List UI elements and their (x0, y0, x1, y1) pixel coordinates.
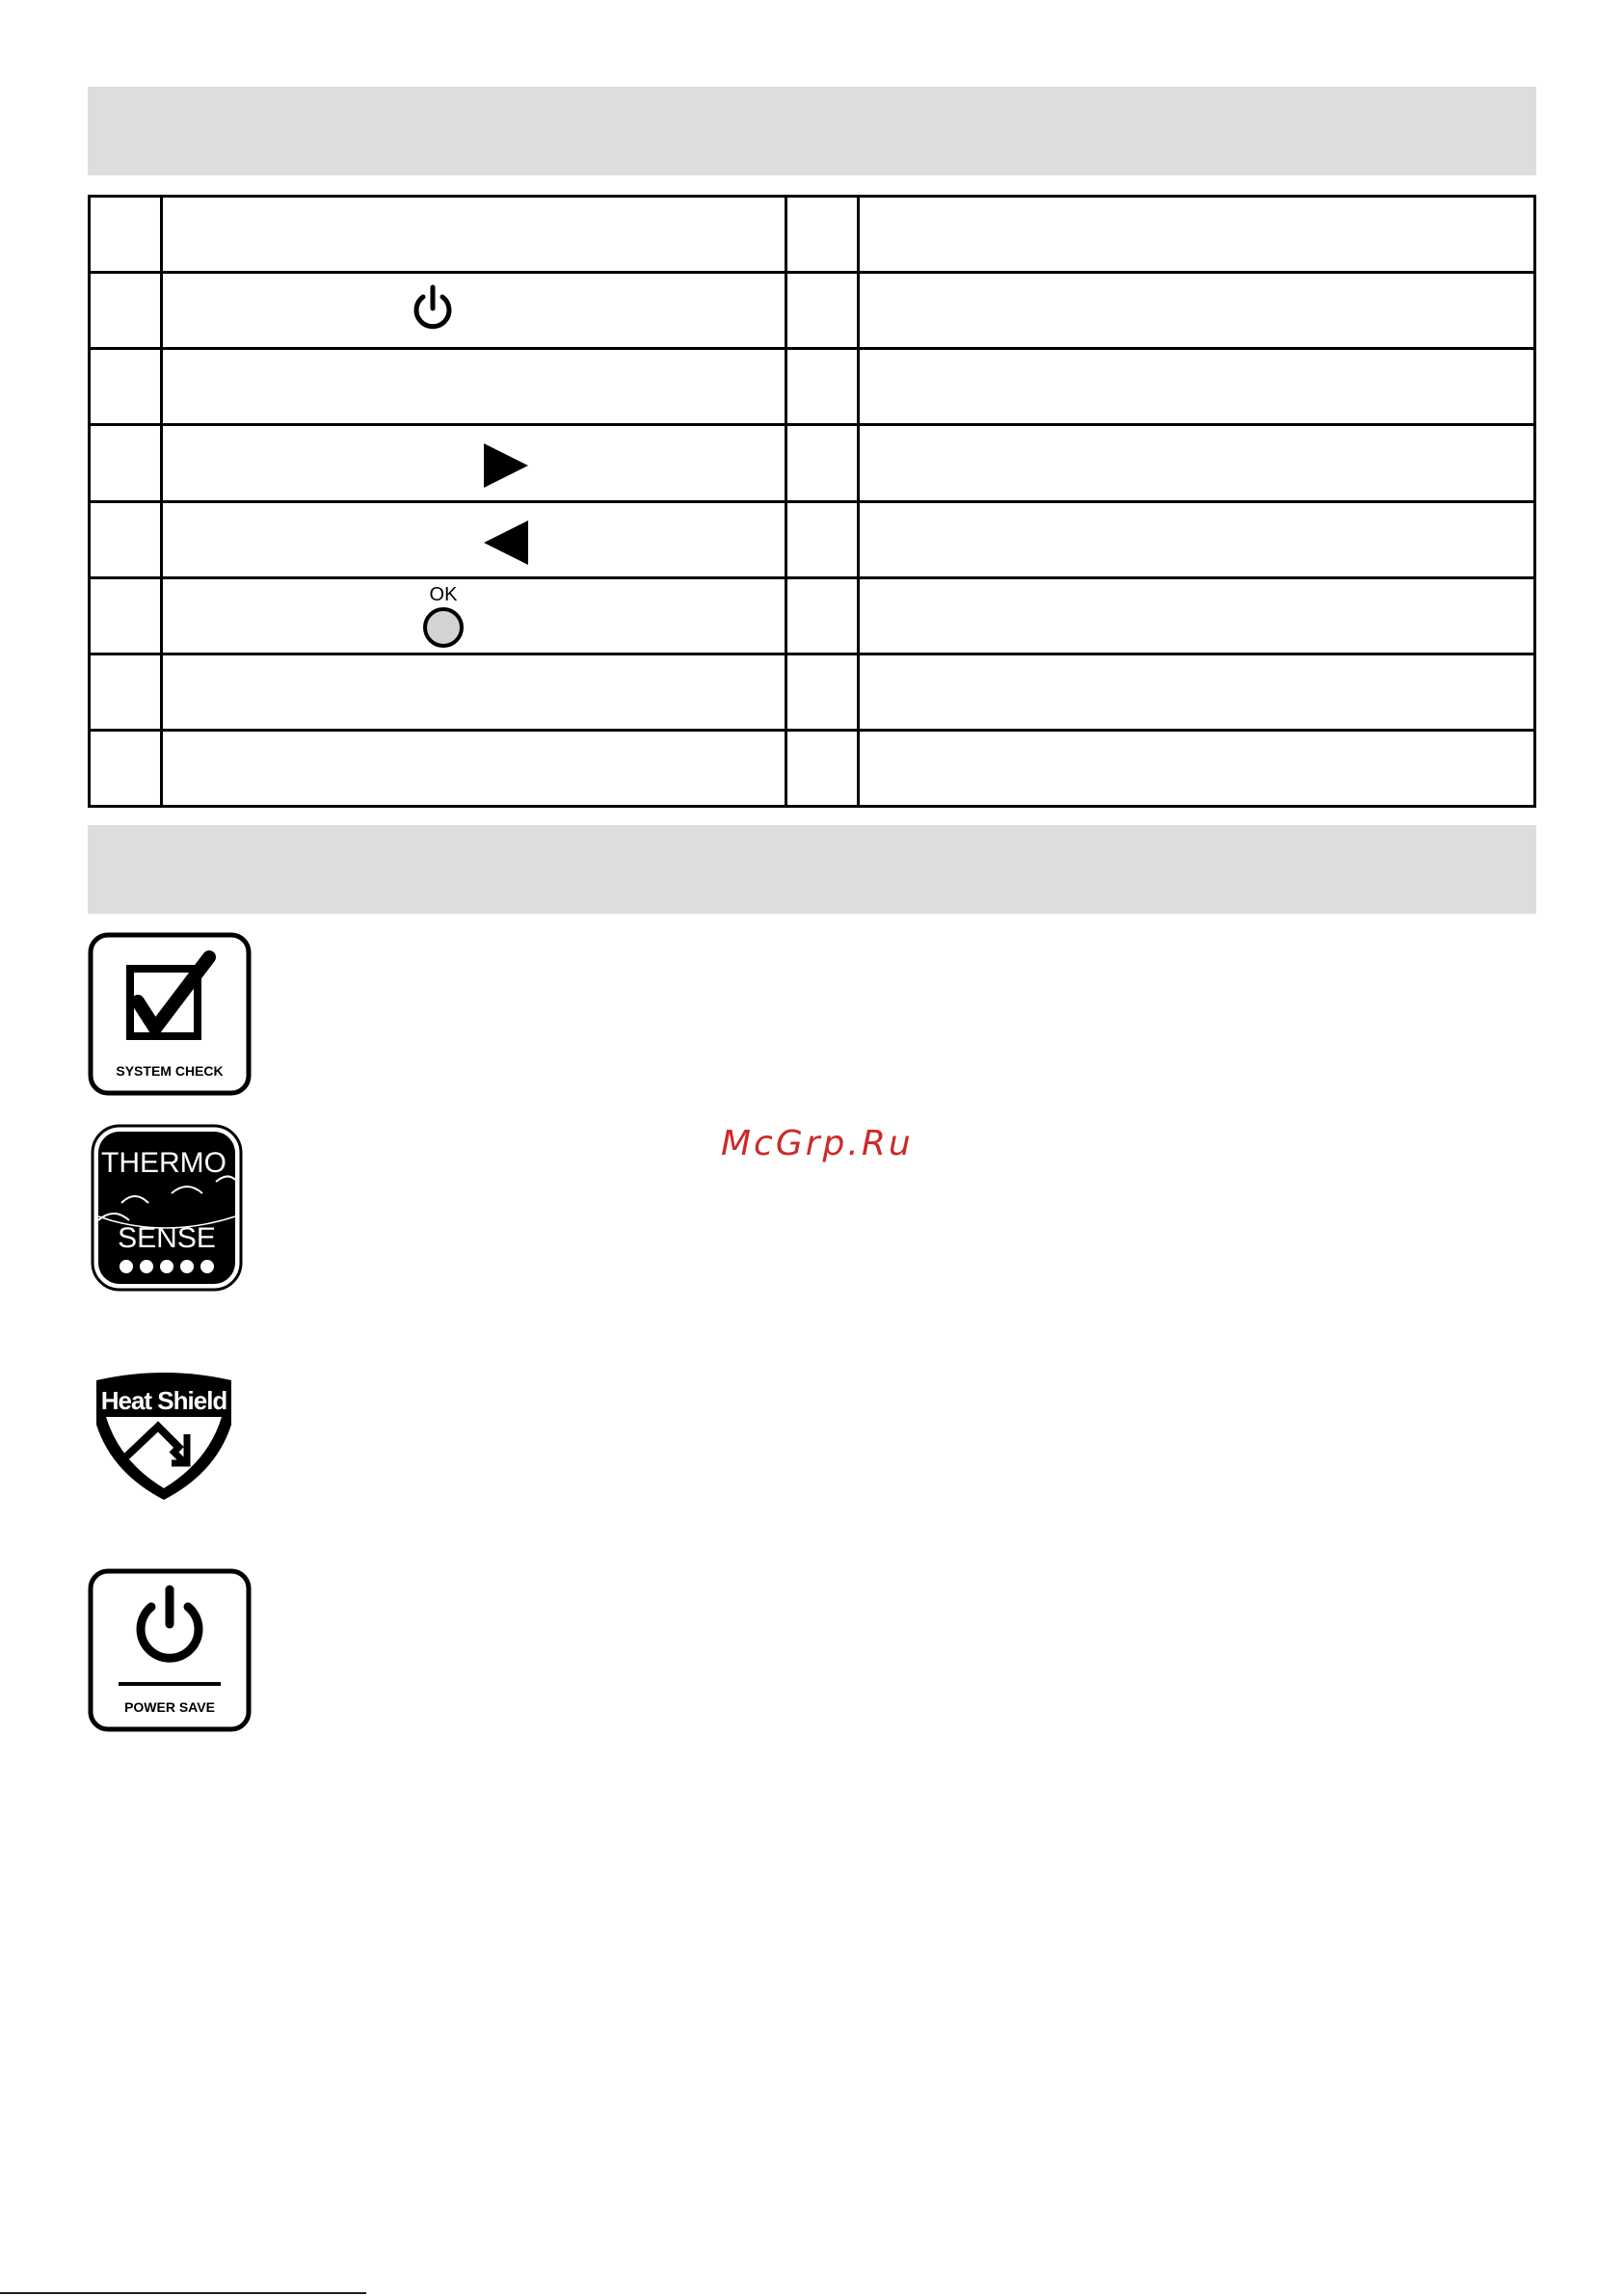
power-save-caption: POWER SAVE (124, 1699, 215, 1715)
table-cell (859, 197, 1535, 273)
table-cell (90, 197, 162, 273)
table-cell (90, 273, 162, 349)
table-cell (859, 273, 1535, 349)
table-cell (786, 654, 859, 730)
table-row (90, 501, 1535, 577)
table-cell (90, 425, 162, 501)
power-icon (409, 283, 457, 334)
table-row (90, 577, 1535, 654)
table-cell (90, 349, 162, 425)
table-cell (786, 197, 859, 273)
section-header-band (88, 87, 1536, 175)
thermo-label: THERMO (101, 1147, 226, 1179)
table-cell (90, 501, 162, 577)
power-save-icon (88, 1568, 252, 1732)
thermo-sense-icon (91, 1124, 243, 1292)
footer-divider (0, 2292, 366, 2294)
table-row (90, 349, 1535, 425)
table-row (90, 654, 1535, 730)
heat-shield-icon (91, 1367, 237, 1504)
table-cell (162, 730, 786, 806)
heat-shield-label: Heat Shield (100, 1386, 227, 1415)
table-cell (786, 349, 859, 425)
table-row (90, 273, 1535, 349)
table-cell (859, 425, 1535, 501)
table-cell (786, 730, 859, 806)
table-row (90, 730, 1535, 806)
table-cell (786, 577, 859, 654)
ok-button-icon (417, 585, 469, 648)
table-cell (162, 425, 786, 501)
table-cell (786, 425, 859, 501)
table-cell (162, 501, 786, 577)
table-cell (90, 654, 162, 730)
table-cell (90, 577, 162, 654)
table-row (90, 197, 1535, 273)
ok-circle (423, 607, 464, 648)
table-cell (162, 273, 786, 349)
table-cell (859, 501, 1535, 577)
table-row (90, 425, 1535, 501)
table-cell (859, 730, 1535, 806)
sense-label: SENSE (118, 1222, 216, 1254)
table-cell (859, 577, 1535, 654)
left-arrow-icon (484, 521, 528, 565)
system-check-caption: SYSTEM CHECK (116, 1063, 224, 1079)
table-cell (90, 730, 162, 806)
table-cell (859, 654, 1535, 730)
table-cell (162, 654, 786, 730)
table-cell (162, 349, 786, 425)
watermark: McGrp.Ru (721, 1124, 914, 1163)
system-check-badge (88, 932, 252, 1096)
table-cell (859, 349, 1535, 425)
right-arrow-icon (484, 443, 528, 488)
ok-label: OK (429, 583, 458, 605)
table-cell (786, 273, 859, 349)
table-cell (162, 577, 786, 654)
controls-table (88, 195, 1536, 808)
table-cell (786, 501, 859, 577)
section-header-band (88, 825, 1536, 914)
table-cell (162, 197, 786, 273)
